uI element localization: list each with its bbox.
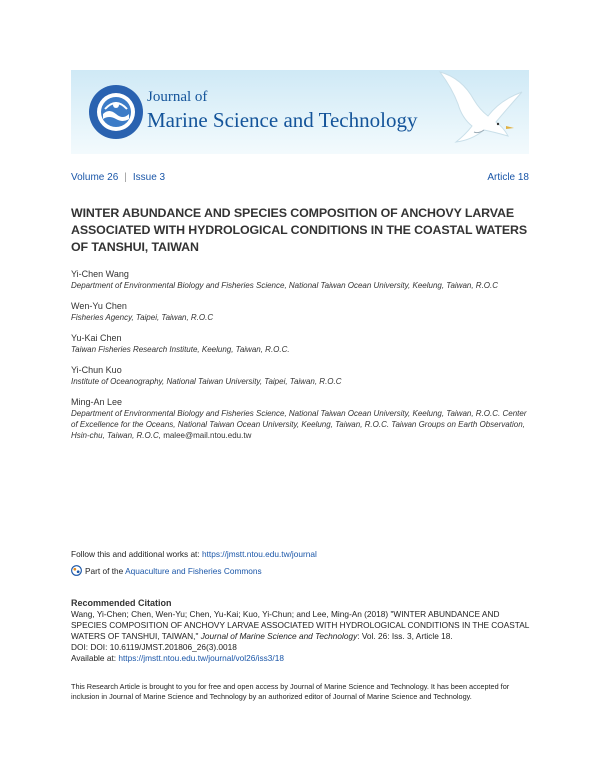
- article-title: WINTER ABUNDANCE AND SPECIES COMPOSITION OF ANCHOVY LARVAE ASSOCIATED WITH HYDROLOGICAL CONDITIONS IN THE COASTAL WATERS OF TANSHUI, TAIWAN: [71, 206, 528, 254]
- author-name: Yi-Chen Wang: [71, 269, 129, 279]
- open-access-note: This Research Article is brought to you for free and open access by Journal of Marine Science and Technology. It has been accepted for inclusion in Journal of Marine Science and Technology by an authorized editor of Journal of Marine Science and Technology.: [71, 682, 510, 701]
- article-link[interactable]: Article 18: [487, 172, 529, 183]
- part-of-label: Part of the: [85, 566, 124, 576]
- author-entry: [71, 300, 529, 323]
- author-list: [71, 268, 529, 450]
- citation-tail: : Vol. 26: Iss. 3, Article 18.: [357, 631, 453, 641]
- part-of-line: [71, 565, 262, 576]
- author-name: Ming-An Lee: [71, 397, 123, 407]
- author-entry: [71, 332, 529, 355]
- follow-label: Follow this and additional works at:: [71, 549, 200, 559]
- author-entry: [71, 268, 529, 291]
- author-email[interactable]: malee@mail.ntou.edu.tw: [163, 431, 252, 440]
- author-affiliation: Department of Environmental Biology and Fisheries Science, National Taiwan Ocean University, Keelung, Taiwan, R.O.C: [71, 281, 499, 290]
- author-affiliation: Department of Environmental Biology and Fisheries Science, National Taiwan Ocean University, Keelung, Taiwan, R.O.C. Center of Excellence for the Oceans, National Taiwan Ocean University, Keelung, Taiwan, R.O.C. Taiwan Groups on Earth Observation, Hsin-chu, Taiwan, R.O.C, malee@mail.ntou.edu.tw: [71, 409, 527, 440]
- seagull-icon: [436, 70, 529, 154]
- citation-body: Wang, Yi-Chen; Chen, Wen-Yu; Chen, Yu-Kai; Kuo, Yi-Chun; and Lee, Ming-An (2018) "WINTER ABUNDANCE AND SPECIES COMPOSITION OF ANCHOVY LARVAE ASSOCIATED WITH HYDROLOGICAL CONDITIONS IN THE COASTAL WATERS OF TANSHUI, TAIWAN,": [71, 609, 530, 641]
- volume-link[interactable]: Volume 26: [71, 172, 119, 183]
- journal-logo-icon: [87, 83, 145, 141]
- available-label: Available at:: [71, 653, 117, 663]
- separator: |: [124, 172, 127, 183]
- author-name: Wen-Yu Chen: [71, 301, 127, 311]
- journal-title-line1: Journal of: [147, 89, 208, 105]
- commons-network-icon: [71, 565, 82, 576]
- author-affiliation: Taiwan Fisheries Research Institute, Keelung, Taiwan, R.O.C.: [71, 345, 290, 354]
- citation-doi: DOI: DOI: 10.6119/JMST.201806_26(3).0018: [71, 642, 237, 652]
- author-entry: [71, 396, 529, 441]
- commons-link[interactable]: Aquaculture and Fisheries Commons: [125, 566, 262, 576]
- citation-journal: Journal of Marine Science and Technology: [200, 631, 358, 641]
- issue-link[interactable]: Issue 3: [132, 172, 166, 183]
- journal-banner: [71, 70, 529, 154]
- author-entry: [71, 364, 529, 387]
- journal-title-line2: Marine Science and Technology: [147, 108, 418, 132]
- available-link[interactable]: https://jmstt.ntou.edu.tw/journal/vol26/iss3/18: [118, 653, 284, 663]
- author-affiliation: Fisheries Agency, Taipei, Taiwan, R.O.C: [71, 313, 214, 322]
- recommended-citation-heading: Recommended Citation: [71, 598, 172, 608]
- author-affiliation: Institute of Oceanography, National Taiwan University, Taipei, Taiwan, R.O.C: [71, 377, 342, 386]
- author-name: Yu-Kai Chen: [71, 333, 122, 343]
- citation-text: [71, 609, 531, 642]
- author-name: Yi-Chun Kuo: [71, 365, 122, 375]
- follow-link[interactable]: https://jmstt.ntou.edu.tw/journal: [201, 549, 317, 559]
- author-affiliation-text: Department of Environmental Biology and Fisheries Science, National Taiwan Ocean University, Keelung, Taiwan, R.O.C. Center of Excellence for the Oceans, National Taiwan Ocean University, Keelung, Taiwan, R.O.C. Taiwan Groups on Earth Observation, Hsin-chu, Taiwan, R.O.C: [71, 409, 527, 440]
- follow-line: [71, 549, 317, 559]
- available-at-line: [71, 653, 284, 663]
